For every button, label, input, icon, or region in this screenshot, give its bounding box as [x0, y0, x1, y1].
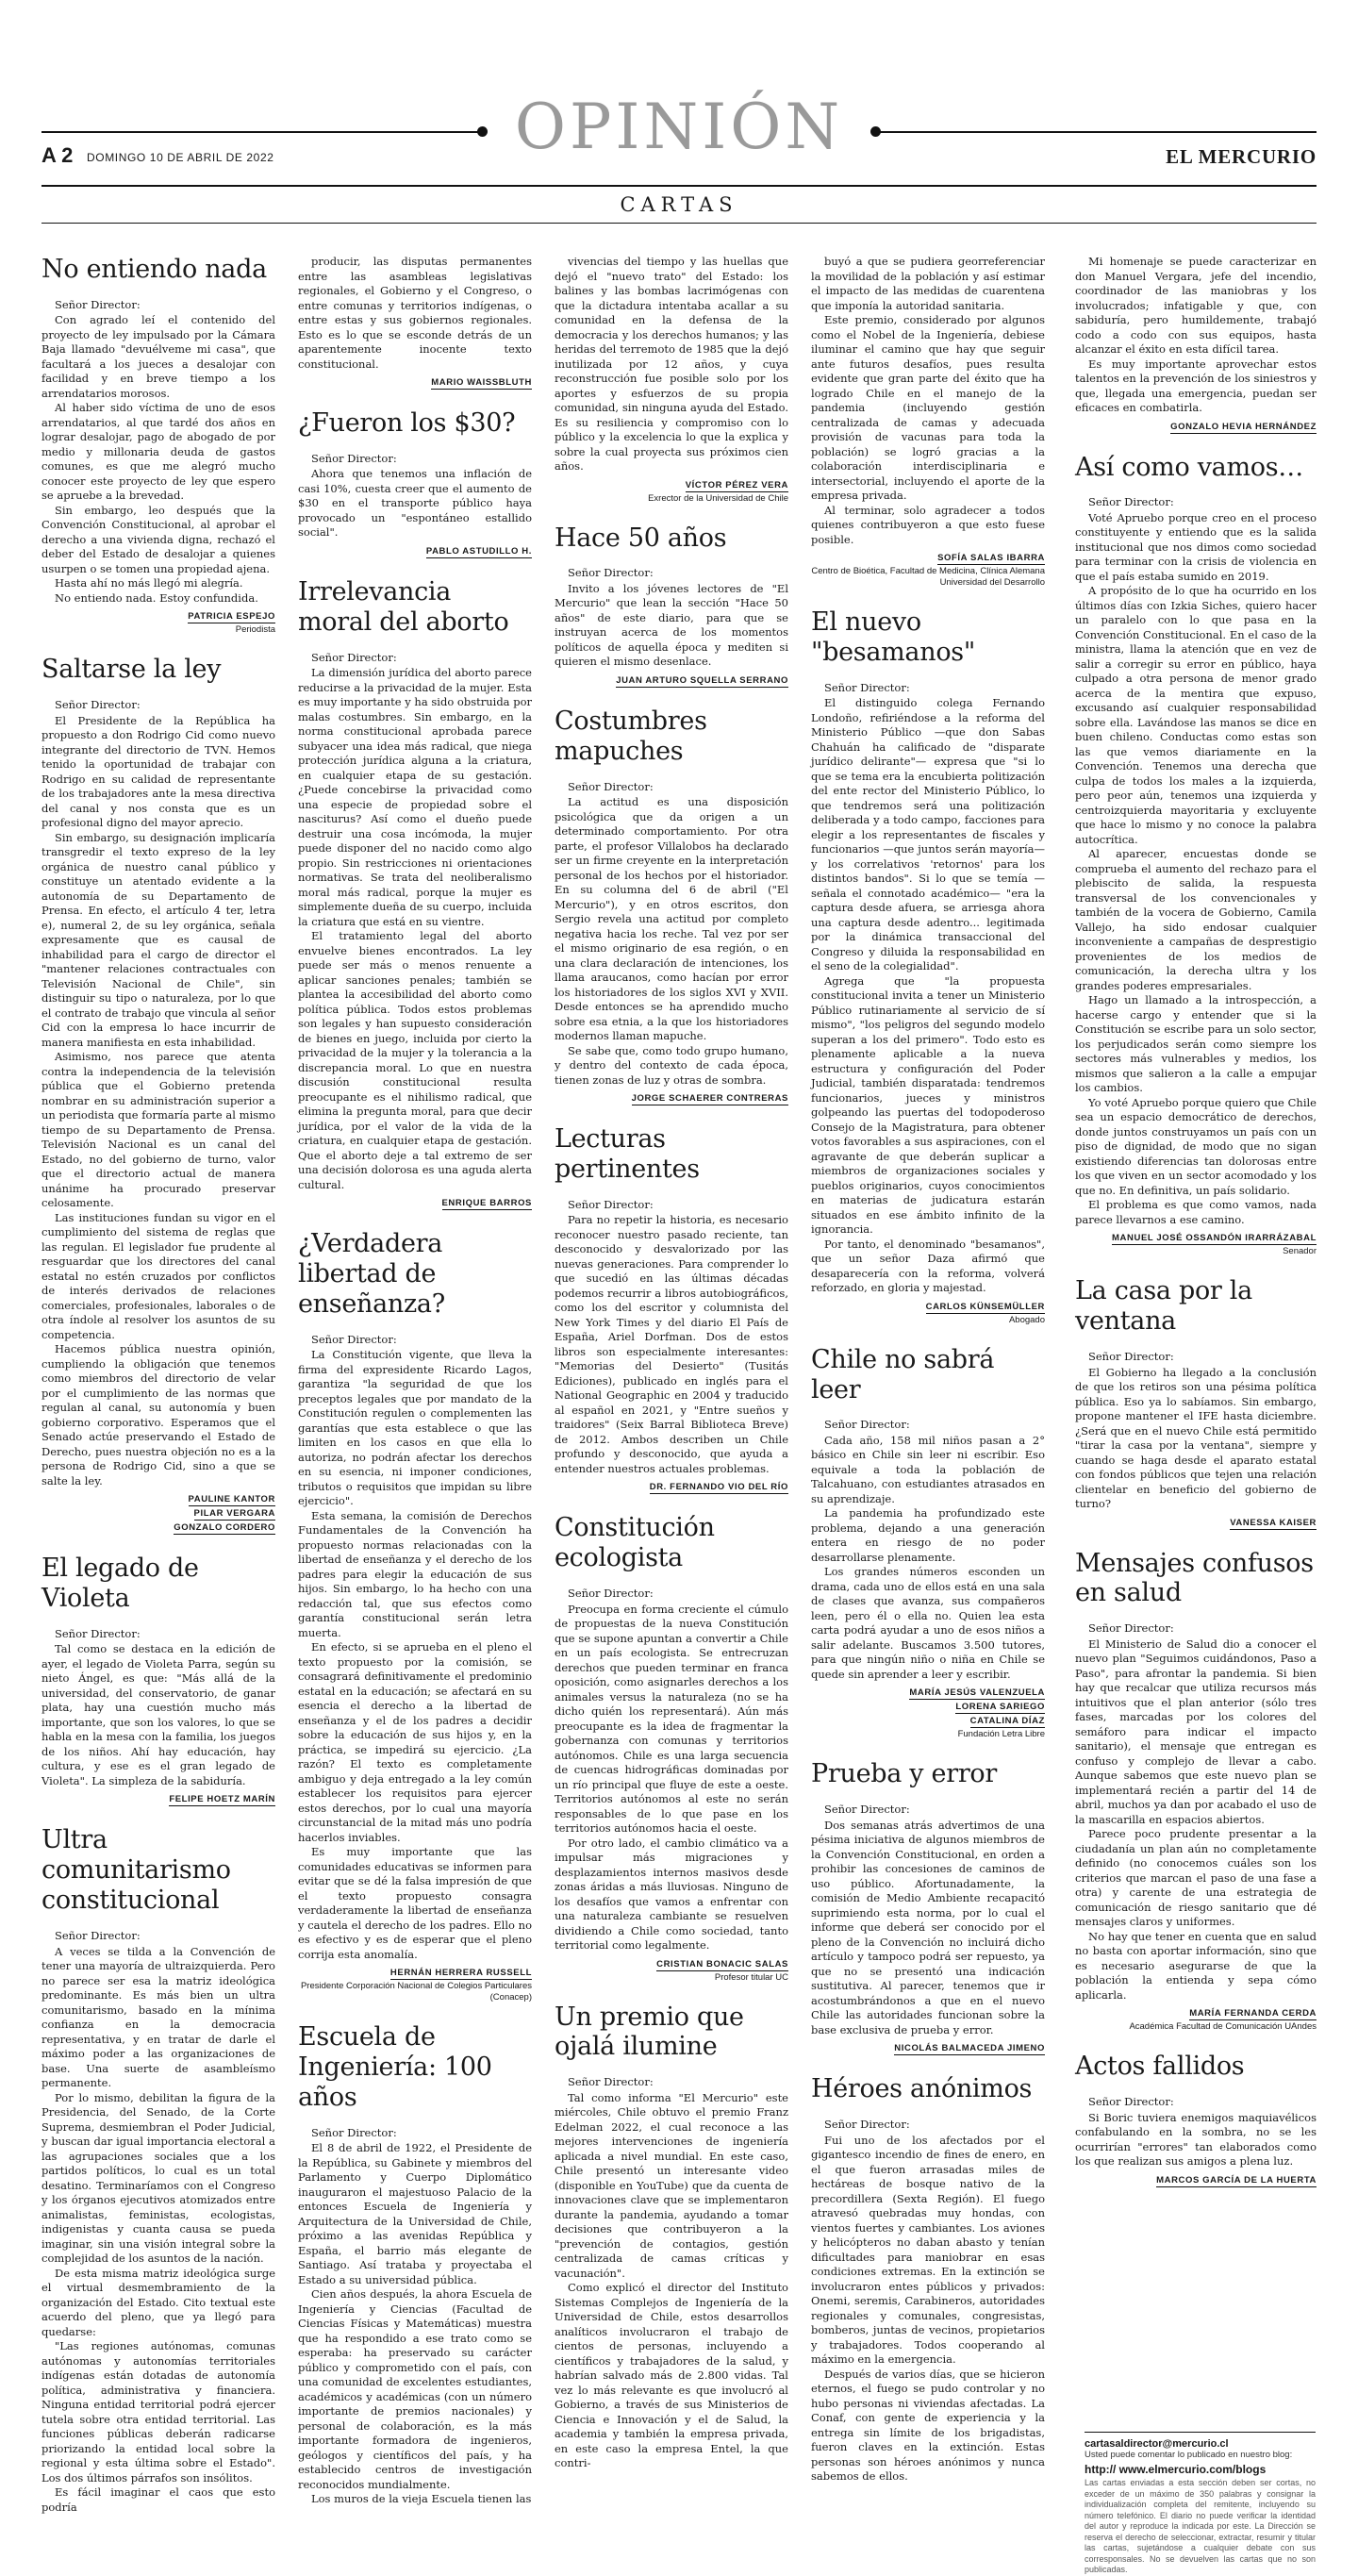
- letter-title: Escuela de Ingeniería: 100 años: [298, 2022, 492, 2112]
- signature-name: DR. FERNANDO VIO DEL RÍO: [649, 1482, 788, 1493]
- letter-paragraph: Mi homenaje se puede caracterizar en don Manuel Vergara, jefe del incendio, coordinador de las maniobras y los involucrados; infatigable y que, con sabiduría, pero humildemente, trabajó codo a codo con sus equipos, hasta alcanzar el éxito en esta difícil tarea.: [1075, 255, 1317, 356]
- signature-block: [555, 1480, 788, 1494]
- signature-name: GONZALO HEVIA HERNÁNDEZ: [1170, 421, 1317, 432]
- signature-block: [1075, 2173, 1317, 2187]
- signature-name: PAULINE KANTOR: [188, 1494, 275, 1505]
- letter-paragraph: La dimensión jurídica del aborto parece reducirse a la privacidad de la mujer. Esta es muy importante y ha sido obstruida por malas costumbres. Sin embargo, en la norma constitucional aprobada parece subyacer una idea más radical, que niega protección jurídica alguna a la criatura, en cualquier etapa de su gestación. ¿Puede concebirse la privacidad como una especie de propiedad sobre el nasciturus? Así como el dueño puede destruir una cosa incómoda, la mujer puede disponer del no nacido como algo propio. Sin restricciones ni orientaciones normativas. Se trata del neoliberalismo moral más radical, porque la mujer es simplemente dueña de su cuerpo, incluida la criatura que está en su vientre.: [298, 666, 532, 928]
- letter-paragraph: A veces se tilda a la Convención de tener una mayoría de ultraizquierda. Pero no parece ser esa la matriz ideológica predominante. Es más bien un ultra comunitarismo, basado en la mínima confianza en la democracia representativa, y en tratar de darle el máximo poder a las organizaciones de base. Una suerte de asambleísmo permanente.: [41, 1944, 275, 2090]
- signature-name: VANESSA KAISER: [1230, 1517, 1317, 1528]
- letter-body: [811, 696, 1045, 1296]
- signature-name: VÍCTOR PÉREZ VERA: [685, 479, 788, 490]
- letter-body: [555, 582, 788, 670]
- letter: [1075, 255, 1317, 434]
- letter-paragraph: Hasta ahí no más llegó mi alegría.: [55, 576, 243, 590]
- letter-title: Constitución ecologista: [555, 1513, 715, 1573]
- contact-note: Las cartas enviadas a esta sección deben ser cortas, no exceder de un máximo de 350 palabras y consignar la individualización completa del remitente, incluyendo su número telefónico. El diario no puede verificar la identidad del autor y reproduce la indicada por este. La Dirección se reserva el derecho de seleccionar, extractar, resumir y titular las cartas, sujetándose a cualquier debate con sus corresponsales. No se devuelven las cartas que no son publicadas.: [1085, 2478, 1316, 2574]
- signature-block: [811, 1300, 1045, 1326]
- column-3: [555, 255, 788, 2490]
- letter-paragraph: Es fácil imaginar el caos que esto podría: [41, 2485, 275, 2514]
- letter-salutation: Señor Director:: [311, 650, 397, 664]
- letter-paragraph: Dos semanas atrás advertimos de una pésima iniciativa de algunos miembros de la Convención Constitucional, en orden a prohibir las concesiones de caminos de uso público. Afortunadamente, la comisión de Medio Ambiente recapacitó suprimiendo esta norma, por lo cual el informe que deberá ser conocido por el pleno de la Convención no incluirá dicho artículo y tampoco podrá ser repuesto, ya que no se presentó una indicación sustitutiva. Al parecer, tenemos que ir acostumbrándonos a que en el nuevo Chile las autoridades funcionan sobre la base exclusiva de prueba y error.: [811, 1818, 1045, 2036]
- letter-body: [41, 1945, 275, 2516]
- letter-salutation: Señor Director:: [1088, 1350, 1174, 1364]
- letter-body: [41, 1642, 275, 1788]
- letter: [298, 408, 532, 558]
- signature-block: [41, 1792, 275, 1806]
- letter-body: [811, 2134, 1045, 2485]
- letter-paragraph: Las instituciones fundan su vigor en el cumplimiento del sistema de reglas que las regulan. El legislador fue prudente al resguardar que los directores del canal estatal no estén cruzados por conflictos de interés derivados de relaciones comerciales, profesionales, laborales o de otra índole al resolver los asuntos de su competencia.: [41, 1210, 275, 1341]
- letter-paragraph: El Presidente de la República ha propuesto a don Rodrigo Cid como nuevo integrante del directorio de TVN. Hemos tenido la oportunidad de trabajar con Rodrigo en su calidad de representante de los trabajadores ante la mesa directiva del canal y nos consta que es un profesional digno del mayor aprecio.: [41, 713, 275, 830]
- letter: [1075, 1549, 1317, 2034]
- letter-title: Hace 50 años: [555, 523, 727, 553]
- letter-paragraph: La pandemia ha profundizado este problema, dejando a una generación entera en riesgo de no poder desarrollarse plenamente.: [811, 1506, 1045, 1564]
- signature-role: Senador: [1283, 1246, 1317, 1257]
- letter-paragraph: Por lo mismo, debilitan la figura de la Presidencia, del Senado, de la Corte Suprema, desmiembran el Poder Judicial, y buscan dar igual importancia electoral a las agrupaciones sociales que a los partidos políticos, lo cual es un total desatino. Terminaríamos con el Congreso y los órganos ejecutivos atomizados entre animalistas, feministas, ecologistas, indigenistas y cuanta causa se pueda imaginar, sin una visión integral sobre la complejidad de los asuntos de la nación.: [41, 2090, 275, 2266]
- letter-salutation: Señor Director:: [824, 1803, 910, 1817]
- letter-body: [1075, 511, 1317, 1228]
- letter-paragraph: Sin embargo, leo después que la Convención Constitucional, al aprobar el derecho a una vivienda digna, rechazó el deber del Estado de desalojar a quienes usurpen o se tomen una propiedad ajena.: [41, 503, 275, 575]
- letter-paragraph: Con agrado leí el contenido del proyecto de ley impulsado por la Cámara Baja llamado "devuélveme mi casa", que facultará a los jueces a desalojar con facilidad y en breve tiempo a los arrendatarios morosos.: [41, 313, 275, 400]
- signature-block: [811, 1686, 1045, 1740]
- letter-paragraph: Por otro lado, el cambio climático va a impulsar más migraciones y desplazamientos internos masivos desde zonas áridas a más lluviosas. Ninguno de los desafíos que vamos a enfrentar con una naturaleza cambiante se resuelven dividiendo a Chile como sociedad, tanto territorial como legalmente.: [555, 1836, 788, 1953]
- letter-body: [1075, 1637, 1317, 2003]
- letter-salutation: Señor Director:: [55, 1626, 141, 1640]
- letter-body: [811, 1819, 1045, 2038]
- letter-salutation: Señor Director:: [568, 1197, 654, 1211]
- letter-salutation: Señor Director:: [55, 297, 141, 311]
- signature-name: SOFÍA SALAS IBARRA: [937, 553, 1045, 563]
- letter-salutation: Señor Director:: [824, 680, 910, 694]
- subsection-label: CARTAS: [620, 193, 738, 216]
- signature-block: [555, 1091, 788, 1105]
- contact-email-link[interactable]: cartasaldirector@mercurio.cl: [1085, 2438, 1229, 2450]
- column-4: [811, 255, 1045, 2503]
- signature-name: PILAR VERGARA: [193, 1508, 275, 1520]
- letter-paragraph: Parece poco prudente presentar a la ciudadanía un plan aún no completamente definido (no conocemos cuáles son los criterios que marcan el paso de una fase a otra) y carente de una estrategia de comunicación de riesgo sanitario que dé mensajes claros y uniformes.: [1075, 1827, 1317, 1929]
- signature-block: [41, 1492, 275, 1535]
- letter-paragraph: Los muros de la vieja Escuela tienen las: [311, 2492, 532, 2506]
- signature-role: Fundación Letra Libre: [957, 1729, 1045, 1740]
- letter-title: La casa por la ventana: [1075, 1276, 1252, 1337]
- signature-name: PATRICIA ESPEJO: [188, 611, 275, 623]
- letter-paragraph: Es muy importante aprovechar estos talentos en la prevención de los siniestros y que, llegada una emergencia, puedan ser eficaces en combatirla.: [1075, 357, 1317, 414]
- signature-block: [811, 2041, 1045, 2055]
- signature-role: Presidente Corporación Nacional de Colegios Particulares (Conacep): [300, 1981, 532, 2003]
- letter-paragraph: El Gobierno ha llegado a la conclusión de que los retiros son una pésima política pública. Eso ya lo sabíamos. Sin embargo, propone mantener el IFE hasta diciembre. ¿Será que en el nuevo Chile está permitido "tirar la casa por la ventana", siempre y cuando se haga desde el aparato estatal con fondos públicos que tejen una relación clientelar en beneficio del gobierno de turno?: [1075, 1365, 1317, 1511]
- masthead: [41, 0, 1317, 236]
- letter-salutation: Señor Director:: [1088, 1621, 1174, 1636]
- letter-salutation: Señor Director:: [1088, 2095, 1174, 2109]
- letter-salutation: Señor Director:: [1088, 495, 1174, 509]
- letter-paragraph: Voté Apruebo porque creo en el proceso constituyente y entiendo que es la salida institucional que nos dimos como sociedad para terminar con la crisis de violencia en que el país estaba sumido en 2019.: [1075, 510, 1317, 583]
- letter-body: [298, 666, 532, 1192]
- letter-body: [298, 1348, 532, 1962]
- letter: [555, 1124, 788, 1494]
- letter: [555, 524, 788, 688]
- signature-block: [1075, 1516, 1317, 1530]
- letter-paragraph: El 8 de abril de 1922, el Presidente de la República, su Gabinete y miembros del Parlamento y Cuerpo Diplomático inauguraron el majestuoso Palacio de la entonces Escuela de Ingeniería y Arquitectura de la Universidad de Chile, próximo a las avenidas República y España, el barrio más elegante de Santiago. Así trataba y proyectaba el Estado a su universidad pública.: [298, 2141, 532, 2286]
- letter-body: [41, 714, 275, 1489]
- letter-title: No entiendo nada: [41, 255, 267, 284]
- letter-title: Saltarse la ley: [41, 655, 222, 685]
- letter-paragraph: Cien años después, la ahora Escuela de Ingeniería y Ciencias (Facultad de Ciencias Físicas y Matemáticas) muestra que ha respondido a ese trato como se esperaba: ha preservado su carácter público y comprometido con el país, con una comunidad de excelentes estudiantes, académicos y académicas (con un número importante de premios nacionales) y personal de colaboración, es la más importante formadora de ingenieros, geólogos y científicos del país, y ha establecido centros de investigación reconocidos mundialmente.: [298, 2287, 532, 2491]
- letter: [1075, 2052, 1317, 2186]
- signature-name: ENRIQUE BARROS: [441, 1198, 532, 1209]
- letter-paragraph: El tratamiento legal del aborto envuelve bienes encontrados. La ley puede ser más o menos renuente a aplicar sanciones penales; también se plantea la accesibilidad del aborto como política pública. Todos estos problemas son legales y han supuesto consideración de bienes en juego, incluida por cierto la privacidad de la mujer y la tolerancia a la discrepancia moral. Lo que en nuestra discusión constitucional resulta preocupante es el nihilismo radical, que elimina la pregunta moral, para que decir jurídica, por el valor de la vida de la criatura, en cualquier etapa de gestación. Que el aborto deje a tal extremo de ser una decisión dolorosa es una aguda alerta cultural.: [298, 929, 532, 1191]
- letter-salutation: Señor Director:: [824, 1418, 910, 1432]
- letter-salutation: Señor Director:: [568, 1587, 654, 1601]
- letter: [555, 255, 788, 505]
- letter-body: [41, 313, 275, 606]
- letter-paragraph: Como explicó el director del Instituto Sistemas Complejos de Ingeniería de la Universidad de Chile, estos desarrollos analíticos involucraron el trabajo de cientos de personas, incluyendo a científicos y trabajadores de la salud, y habrían salvado más de 2.800 vidas. Tal vez lo más relevante es que involucró al Gobierno, a través de sus Ministerios de Ciencia e Innovación y el de Salud, la academia y también la empresa privada, en este caso la empresa Entel, la que contri-: [555, 2281, 788, 2470]
- letter: [1075, 1276, 1317, 1529]
- letter-paragraph: No entiendo nada. Estoy confundida.: [55, 590, 258, 605]
- signature-name: MARÍA JESÚS VALENZUELA: [909, 1687, 1045, 1699]
- letter: [555, 706, 788, 1105]
- letter-paragraph: Después de varios días, que se hicieron eternos, el fuego se pudo controlar y no hubo personas ni viviendas afectadas. La Conaf, con gente de experiencia y la entrega sin límite de los brigadistas, fueron claves en la extinción. Estas personas son héroes anónimos y nunca sabemos de ellos.: [811, 2367, 1045, 2484]
- letter-body: [555, 1603, 788, 1953]
- letter-title: Chile no sabrá leer: [811, 1344, 995, 1404]
- letter-salutation: Señor Director:: [568, 566, 654, 580]
- letter-salutation: Señor Director:: [311, 2125, 397, 2139]
- signature-name: GONZALO CORDERO: [174, 1522, 275, 1534]
- signature-block: [811, 551, 1045, 589]
- letter: [1075, 453, 1317, 1258]
- letter-paragraph: El Ministerio de Salud dio a conocer el nuevo plan "Seguimos cuidándonos, Paso a Paso", para afrontar la pandemia. Si bien hay que recalcar que utiliza recursos más intuitivos que el plan anterior (sólo tres fases, marcadas por los colores del semáforo para indicar el impacto sanitario), el mensaje que entregan es confuso y complejo de llevar a cabo. Aunque sabemos que este nuevo plan se implementará recién a partir del 14 de abril, muchos ya dan por acabado el uso de la mascarilla en espacios abiertos.: [1075, 1637, 1317, 1826]
- signature-name: MARCOS GARCÍA DE LA HUERTA: [1156, 2174, 1317, 2185]
- letter-body: [555, 795, 788, 1088]
- letter-paragraph: Invito a los jóvenes lectores de "El Mercurio" que lean la sección "Hace 50 años" de este diario, para que se instruyan acerca de los momentos políticos de aquella época y mediten si quieren el mismo desenlace.: [555, 581, 788, 669]
- signature-block: [298, 375, 532, 390]
- letter-paragraph: Para no repetir la historia, es necesario reconocer nuestro pasado reciente, tan desconocido y desvalorizado por las nuevas generaciones. Para comprender lo que sucedió en las últimas décadas podemos recurrir a libros autobiográficos, como los del escritor y columnista del New York Times y del diario El País de España, Ariel Dorfman. Dos de estos libros son especialmente interesantes: "Memorias del Desierto" (Tusitás Ediciones), publicado en inglés para el National Geographic en 2004 y traducido al español en 2021, y "Entre sueños y traidores" (Seix Barral Biblioteca Breve) de 2012. Ambos describen un Chile profundo y desconocido, que ayuda a entender nuestros actuales problemas.: [555, 1213, 788, 1475]
- letter-paragraph: Se sabe que, como todo grupo humano, y dentro del contexto de cada época, tienen zonas de luz y otras de sombra.: [555, 1043, 788, 1087]
- letter-paragraph: buyó a que se pudiera georreferenciar la movilidad de la población y así estimar el impacto de las medidas de cuarentena que imponía la autoridad sanitaria.: [811, 255, 1045, 312]
- letter-paragraph: A propósito de lo que ha ocurrido en los últimos días con Izkia Siches, quiero hacer un paralelo con lo que pasa en la Convención Constitucional. En el caso de la ministra, llama la atención que en vez de salir a corregir su error en público, haya culpado a otra persona de menor grado acerca de la mentira que expuso, excusando así cualquier responsabilidad sobre ella. Lavándose las manos se dice en buen chileno. Conductas como estas son las que vemos diariamente en la Convención. Tenemos una derecha que culpa de todos los males a la izquierda, pero peor aún, tenemos una izquierda y centroizquierda mayoritaria y excluyente que hace lo mismo y no conoce la palabra autocrítica.: [1075, 584, 1317, 846]
- letter-paragraph: Fui uno de los afectados por el gigantesco incendio de fines de enero, en el que fueron arrasadas miles de hectáreas de bosque nativo de la precordillera (Sexta Región). El fuego atravesó quebradas muy hondas, con vientos fuertes y cambiantes. Los aviones y helicópteros no daban abasto y tenían dificultades para maniobrar en esas condiciones extremas. En la extinción se involucraron entes públicos y privados: Onemi, seremis, Carabineros, autoridades regionales y comunales, congresistas, bomberos, juntas de vecinos, propietarios y trabajadores. Todos cooperando al máximo en la emergencia.: [811, 2133, 1045, 2367]
- letter-salutation: Señor Director:: [824, 2118, 910, 2132]
- signature-name: CRISTIAN BONACIC SALAS: [656, 1958, 788, 1969]
- letter: [555, 1513, 788, 1983]
- letter-paragraph: Hago un llamado a la introspección, a hacerse cargo y entender que si la Constitución se escribe para un solo sector, los perjudicados serán como siempre los sectores más vulnerables y medios, los mismos que salieron a la calle a empujar los cambios.: [1075, 993, 1317, 1095]
- letter: [298, 1229, 532, 2003]
- signature-name: LORENA SARIEGO: [955, 1702, 1045, 1713]
- letter: [41, 1554, 275, 1806]
- contact-blog-text: Usted puede comentar lo publicado en nuestro blog:: [1085, 2450, 1293, 2460]
- letter-paragraph: Tal como informa "El Mercurio" este miércoles, Chile obtuvo el premio Franz Edelman 2022, el cual reconoce a las mejores intervenciones de ingeniería aplicada a nivel mundial. En este caso, Chile presentó un interesante video (disponible en YouTube) que da cuenta de innovaciones clave que se implementaron durante la pandemia, ayudando a tomar decisiones que contribuyeron a la "prevención de contagios, gestión centralizada de camas críticas y vacunación".: [555, 2090, 788, 2280]
- letter-salutation: Señor Director:: [568, 779, 654, 793]
- column-2: [298, 255, 532, 2526]
- letter-paragraph: Preocupa en forma creciente el cúmulo de propuestas de la nueva Constitución que se supone apuntan a convertir a Chile en un país ecologista. Se entrecruzan derechos que pueden terminar en franca oposición, como asignarles derechos a los animales versus la naturaleza (no se ha dicho quién los representará). Aún más preocupante es la idea de fragmentar la gobernanza con comunas y territorios autónomos. Chile es una larga secuencia de cuencas hidrográficas dominadas por un río principal que fluye de este a oeste. Territorios autónomos al este no serán responsables de lo que pase en los territorios autónomos hacia el oeste.: [555, 1602, 788, 1836]
- signature-block: [1075, 2006, 1317, 2033]
- page-number: A 2: [41, 143, 74, 167]
- letter-paragraph: En efecto, si se aprueba en el pleno el texto propuesto por la comisión, se consagrará definitivamente el predominio estatal en la educación; se afectará en su esencia el derecho a la libertad de enseñanza y el de los padres a decidir sobre la educación de sus hijos y, en la práctica, se impedirá su ejercicio. ¿La razón? El texto es completamente ambiguo y deja entregado a la ley común establecer los requisitos para ejercer estos derechos, por lo cual una mayoría circunstancial de la mitad más uno podría hacerlos inviables.: [298, 1640, 532, 1844]
- letter-paragraph: Cada año, 158 mil niños pasan a 2° básico en Chile sin leer ni escribir. Eso equivale a toda la población de Talcahuano, con estudiantes atrasados en su aprendizaje.: [811, 1433, 1045, 1505]
- letter: [811, 2074, 1045, 2484]
- letter-title: El legado de Violeta: [41, 1554, 199, 1614]
- letter-paragraph: Asimismo, nos parece que atenta contra la independencia de la televisión pública que el Gobierno pretenda nombrar en su administración superior a un periodista que formaría parte al mismo tiempo de su Departamento de Prensa. Televisión Nacional es un canal del Estado, no del gobierno de turno, valor que el directorio actual de manera unánime ha procurado preservar celosamente.: [41, 1050, 275, 1210]
- signature-name: FELIPE HOETZ MARÍN: [169, 1794, 275, 1805]
- signature-block: [298, 1966, 532, 2003]
- signature-name: JUAN ARTURO SQUELLA SERRANO: [616, 674, 788, 686]
- newspaper-brand: EL MERCURIO: [1166, 145, 1317, 168]
- letter-paragraph: Esta semana, la comisión de Derechos Fundamentales de la Convención ha propuesto normas relacionadas con la libertad de enseñanza y el derecho de los padres para elegir la educación de sus hijos. Sin embargo, lo ha hecho con una redacción tal, que sus efectos como garantía constitucional serán letra muerta.: [298, 1508, 532, 1639]
- letter-paragraph: Los grandes números esconden un drama, cada uno de ellos está en una sala de clases que avanza, sus compañeros leen, pero él o ella no. Quien lea esta carta podrá ayudar a uno de esos niños a salir adelante. Buscamos 3.500 tutores, para que ningún niño o niña en Chile se quede sin aprender a leer y escribir.: [811, 1565, 1045, 1681]
- letter-paragraph: Al haber sido víctima de uno de esos arrendatarios, al que tardé dos años en lograr desalojar, pago de abogado de por medio y millonaria deuda de gastos comunes, es que me alegró mucho conocer este proyecto de ley que espero se apruebe a la brevedad.: [41, 401, 275, 503]
- letter-body: [1075, 2111, 1317, 2169]
- section-title: OPINIÓN: [514, 91, 844, 163]
- letter: [555, 2003, 788, 2471]
- signature-role: Académica Facultad de Comunicación UAndes: [1129, 2021, 1317, 2033]
- column-5: [1075, 255, 1317, 2206]
- letter-title: Irrelevancia moral del aborto: [298, 576, 509, 637]
- letter-body: [811, 255, 1045, 547]
- letter-body: [298, 2141, 532, 2507]
- letter-paragraph: No hay que tener en cuenta que en salud no basta con aportar información, sino que es necesario asegurarse de que la población la entienda y sepa cómo aplicarla.: [1075, 1929, 1317, 2002]
- signature-block: [41, 609, 275, 636]
- letter-paragraph: Tal como se destaca en la edición de ayer, el legado de Violeta Parra, según su nieto Ángel, es que: "Más allá de la universidad, del conservatorio, de ganar plata, hay una cuestión mucho más importante, que son los valores, lo que se habla en la mesa con la familia, los juegos de los niños. Ahí hay educación, hay cultura, y ese es el gran legado de Violeta". La simpleza de la sabiduría.: [41, 1642, 275, 1787]
- letter-paragraph: El problema es que como vamos, nada parece llevarnos a ese camino.: [1075, 1198, 1317, 1226]
- letter-paragraph: Es muy importante que las comunidades educativas se informen para evitar que se dé la falsa impresión de que el texto propuesto consagra verdaderamente la libertad de enseñanza y cautela el derecho de los padres. Ello no es efectivo y es de esperar que el pleno corrija esta anomalía.: [298, 1845, 532, 1961]
- signature-role: Centro de Bioética, Facultad de Medicina, Clínica Alemana Universidad del Desarrollo: [811, 566, 1045, 588]
- signature-block: [298, 1196, 532, 1210]
- signature-block: [1075, 420, 1317, 434]
- letter-body: [298, 467, 532, 540]
- letter-salutation: Señor Director:: [311, 1332, 397, 1346]
- letter-paragraph: Agrega que "la propuesta constitucional invita a tener un Ministerio Público rutinariamente al servicio de sí mismo", "los peligros del segundo modelo superan a los del primero". Todo esto es plenamente aplicable a la nueva estructura y configuración del Poder Judicial, también disparatada: tendremos funcionarios, jueces y ministros golpeando las puertas del todopoderoso Consejo de la Magistratura, para obtener votos favorables a sus aspiraciones, con el agravante de que deberán suplicar a miembros de organizaciones sociales y pueblos originarios, cuyos conocimientos en materias de judicatura estarán situados en ese ámbito infinito de la ignorancia.: [811, 973, 1045, 1237]
- letter-title: ¿Verdadera libertad de enseñanza?: [298, 1229, 445, 1319]
- signature-name: CARLOS KÜNSEMÜLLER: [925, 1301, 1045, 1312]
- letter-title: ¿Fueron los $30?: [298, 408, 516, 438]
- letter-title: Así como vamos…: [1075, 452, 1303, 482]
- letter-salutation: Señor Director:: [568, 2075, 654, 2089]
- letter-paragraph: "Las regiones autónomas, comunas autónomas y autonomías territoriales indígenas están dotadas de autonomía política, administrativa y financiera. Ninguna entidad territorial podrá ejercer tutela sobre otra entidad territorial. Las funciones públicas deberán radicarse priorizando la entidad local sobre la regional y esta última sobre el Estado". Los dos últimos párrafos son insólitos.: [41, 2339, 275, 2485]
- signature-role: Periodista: [235, 624, 275, 636]
- letter-salutation: Señor Director:: [55, 698, 141, 712]
- signature-name: HERNÁN HERRERA RUSSELL: [389, 1968, 532, 1979]
- letter: [811, 607, 1045, 1326]
- letter-paragraph: La actitud es una disposición psicológica que da origen a un determinado comportamiento. Por otra parte, el profesor Villalobos ha declarado ser un firme creyente en la interpretación personal de los hechos por el historiador. En su columna del 6 de abril ("El Mercurio"), y en otros escritos, don Sergio revela una actitud por completo negativa hacia los reche. Tal vez por ser el mismo originario de esa región, o en una clara declaración de intenciones, los llama araucanos, como hacían por error los historiadores de los siglos XVI y XVII. Desde entonces se ha aprendido mucho sobre esa etnia, a la que los historiadores modernos llaman mapuche.: [555, 795, 788, 1043]
- signature-name: JORGE SCHAERER CONTRERAS: [631, 1093, 788, 1105]
- masthead-rule-right: [873, 131, 1317, 133]
- letter-body: [1075, 255, 1317, 416]
- signature-role: Abogado: [1008, 1314, 1045, 1325]
- letter-paragraph: Este premio, considerado por algunos como el Nobel de la Ingeniería, debiese iluminar el camino que hay que seguir ante futuros desafíos, pues resulta evidente que gran parte del éxito que ha logrado Chile en el manejo de la pandemia (incluyendo gestión centralizada de camas y adecuada provisión de vacunas para toda la población) se logró gracias a la colaboración interdisciplinaria e intersectorial, incluyendo el aporte de la empresa privada.: [811, 313, 1045, 502]
- contact-blog-link[interactable]: http:// www.elmercurio.com/blogs: [1085, 2463, 1267, 2476]
- letter-paragraph: vivencias del tiempo y las huellas que dejó el "nuevo trato" del Estado: los balines y las bombas lacrimógenas con que la dictadura intentaba acallar a su comunidad en la defensa de la democracia y los derechos humanos; y las heridas del terremoto de 1985 que la dejó inutilizada por 12 años, y cuya reconstrucción fue posible solo por los aportes y esfuerzos de su propia comunidad, sin ninguna ayuda del Estado. Es su resiliencia y compromiso con lo público y la excelencia lo que la explica y sobre la cual proyecta sus próximos cien años.: [555, 255, 788, 473]
- letter: [811, 1345, 1045, 1741]
- letter-title: Costumbres mapuches: [555, 706, 707, 766]
- contact-box: [1085, 2432, 1316, 2576]
- letter: [811, 255, 1045, 589]
- letter-body: [1075, 1366, 1317, 1512]
- signature-block: [555, 673, 788, 688]
- signature-block: [298, 544, 532, 558]
- letter-title: Mensajes confusos en salud: [1075, 1548, 1314, 1608]
- letter-paragraph: La Constitución vigente, que lleva la firma del expresidente Ricardo Lagos, garantiza "la seguridad de que los preceptos legales que por mandato de la Constitución regulen o complementen las garantías que esta establece o que las limiten en los casos en que ella lo autoriza, no podrán afectar los derechos en su esencia, ni imponer condiciones, tributos o requisitos que impidan su libre ejercicio".: [298, 1348, 532, 1508]
- signature-block: [555, 478, 788, 505]
- signature-block: [555, 1957, 788, 1984]
- column-1: [41, 255, 275, 2534]
- letter: [811, 1759, 1045, 2055]
- letter: [298, 577, 532, 1210]
- letter-title: El nuevo "besamanos": [811, 607, 975, 667]
- signature-name: PABLO ASTUDILLO H.: [425, 545, 532, 557]
- signature-name: CATALINA DÍAZ: [969, 1716, 1045, 1727]
- letter-title: Un premio que ojalá ilumine: [555, 2002, 744, 2062]
- letter-body: [555, 2091, 788, 2471]
- letter-title: Actos fallidos: [1075, 2052, 1245, 2082]
- signature-role: Exrector de la Universidad de Chile: [648, 492, 788, 504]
- letter-paragraph: Por tanto, el denominado "besamanos", que un señor Daza afirmó que desaparecería con la reforma, volverá reforzado, en gloria y majestad.: [811, 1237, 1045, 1295]
- signature-name: MARIO WAISSBLUTH: [431, 377, 532, 388]
- letter-paragraph: Ahora que tenemos una inflación de casi 10%, cuesta creer que el aumento de $30 en el transporte público haya provocado un "espontáneo estallido social".: [298, 467, 532, 540]
- letter-title: Héroes anónimos: [811, 2074, 1033, 2104]
- letter-paragraph: Al terminar, solo agradecer a todos quienes contribuyeron a que esto fuese posible.: [811, 503, 1045, 546]
- signature-name: NICOLÁS BALMACEDA JIMENO: [894, 2043, 1045, 2054]
- letter-paragraph: Al aparecer, encuestas donde se comprueba el aumento del rechazo para el plebiscito de salida, la respuesta transversal de los convencionales y también de la vocera de Gobierno, Camila Vallejo, ha sido endosar cualquier inconveniente a campañas de desprestigio provenientes de los medios de comunicación, la derecha ultra y los grandes poderes empresariales.: [1075, 847, 1317, 992]
- letter-title: Prueba y error: [811, 1759, 997, 1789]
- letter-paragraph: Si Boric tuviera enemigos maquiavélicos confabulando en la sombra, no se les ocurrirían "errores" tan elaborados como los que realizan sus amigos a plena luz.: [1075, 2110, 1317, 2169]
- letter-title: Ultra comunitarismo constitucional: [41, 1825, 231, 1916]
- signature-block: [1075, 1231, 1317, 1257]
- letter-salutation: Señor Director:: [55, 1929, 141, 1943]
- letter-salutation: Señor Director:: [311, 451, 397, 465]
- page-date: DOMINGO 10 DE ABRIL DE 2022: [87, 151, 274, 164]
- letter-body: [298, 255, 532, 372]
- letter-paragraph: Hacemos pública nuestra opinión, cumpliendo la obligación que tenemos como miembros del directorio de velar por el cumplimiento de las normas que regulan al canal, su autonomía y buen gobierno corporativo. Esperamos que el Senado actúe preservando el Estado de Derecho, pues nuestra objeción no es a la persona de Rodrigo Cid, sino a que se salte la ley.: [41, 1342, 275, 1487]
- letter-paragraph: producir, las disputas permanentes entre las asambleas legislativas regionales, el Gobierno y el Congreso, o entre comunas y territorios indígenas, o entre estas y sus gobiernos regionales. Esto es lo que se esconde detrás de un aparentemente inocente texto constitucional.: [298, 255, 532, 371]
- letter-paragraph: Yo voté Apruebo porque quiero que Chile sea un espacio democrático de derechos, donde juntos construyamos un país con un piso de dignidad, de modo que no sigan existiendo diferencias tan dolorosas entre los que viven en un sector acomodado y los que no. En definitiva, un país solidario.: [1075, 1095, 1317, 1197]
- letter: [41, 1825, 275, 2515]
- letter-body: [555, 1213, 788, 1476]
- letter-body: [555, 255, 788, 474]
- letter-body: [811, 1434, 1045, 1683]
- signature-name: MANUEL JOSÉ OSSANDÓN IRARRÁZABAL: [1112, 1233, 1317, 1244]
- letter: [41, 255, 275, 636]
- letter-title: Lecturas pertinentes: [555, 1124, 700, 1184]
- letter-paragraph: Sin embargo, su designación implicaría transgredir el texto expreso de la ley orgánica de nuestro canal público y constituye un atentado evidente a la autonomía de su Departamento de Prensa. En efecto, el artículo 4 ter, letra e), numeral 2, de su ley orgánica, señala expresamente que es causal de inhabilidad para el cargo de director el "mantener relaciones contractuales con Televisión Nacional de Chile", sin distinguir su tipo o naturaleza, por lo que el contrato de trabajo que vincula al señor Cid con la empresa lo hace incurrir de manera manifiesta en esta inhabilidad.: [41, 830, 275, 1049]
- signature-name: MARÍA FERNANDA CERDA: [1189, 2008, 1317, 2019]
- letter: [41, 655, 275, 1535]
- letter: [298, 255, 532, 390]
- signature-role: Profesor titular UC: [714, 1971, 788, 1983]
- letter-paragraph: De esta misma matriz ideológica surge el virtual desmembramiento de la organización del Estado. Cito textual este acuerdo del pleno, que ya llegó para quedarse:: [41, 2266, 275, 2338]
- letter-paragraph: El distinguido colega Fernando Londoño, refiriéndose a la reforma del Ministerio Público —que don Sabas Chahuán ha calificado de "disparate jurídico delirante"— expresa que "si lo que se tema era la encubierta politización del ente rector del Ministerio Público, lo que tendremos será una politización deliberada y a todo campo, facciones para elegir a los representantes de fiscales y funcionarios —que juntos serán mayoría— y los correlativos 'retornos' para los distintos bandos". Si lo que se temía —señala el connotado académico— "era la captura desde afuera, se arriesga ahora una captura desde adentro... legitimada por la dinámica transaccional del Congreso y diluida la responsabilidad en el seno de la colegialidad".: [811, 696, 1045, 973]
- letter: [298, 2022, 532, 2507]
